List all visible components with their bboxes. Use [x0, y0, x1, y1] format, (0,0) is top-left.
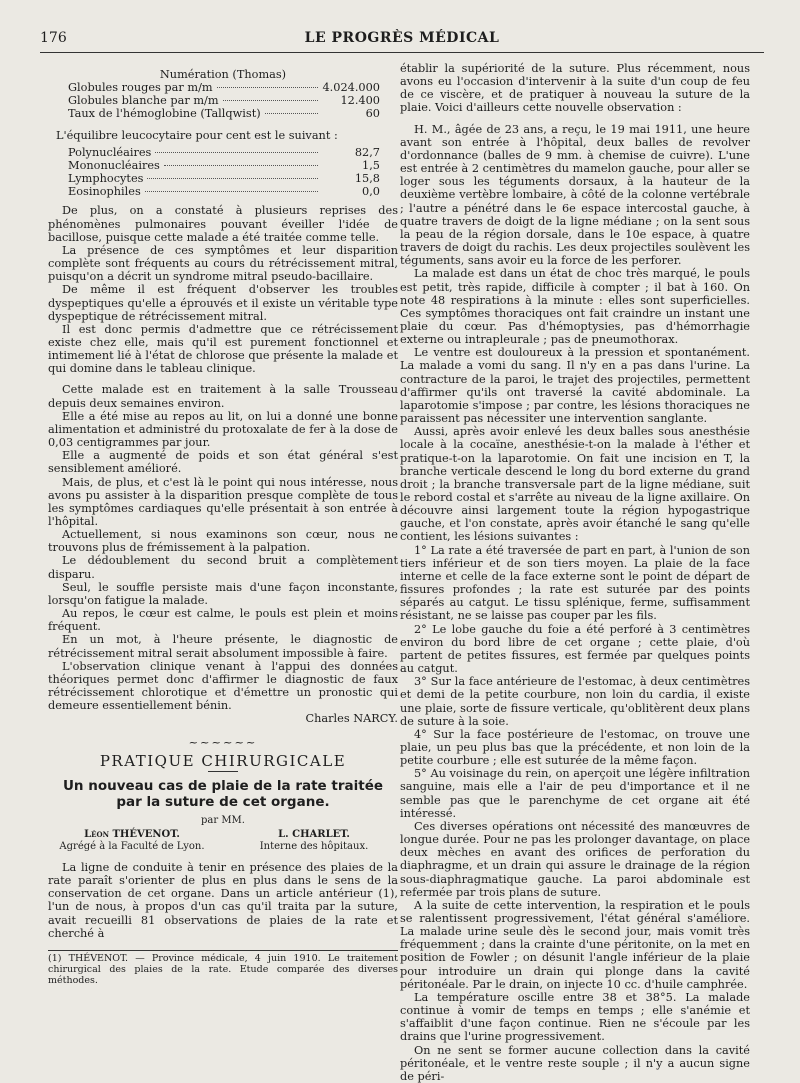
row-value: 15,8: [354, 172, 380, 186]
table-row: [48, 81, 398, 94]
paragraph: De plus, on a constaté à plusieurs reprises des phénomènes pulmonaires pouvant éveiller l'idée de bacillose, puisque cette malade a été traitée comme telle.: [48, 204, 398, 244]
paragraph: 4° Sur la face postérieure de l'estomac, on trouve une plaie, un peu plus bas que la précédente, et non loin de la petite courbure ; elle est suturée de la même façon.: [400, 727, 750, 768]
paragraph: Le dédoublement du second bruit a complètement disparu.: [48, 554, 398, 581]
paragraph: A la suite de cette intervention, la respiration et le pouls se ralentissent progressivement, l'état général s'améliore. La malade urine seule dès le second jour, mais vomit très fréquemment ; dans la crainte d'une péritonite, on la met en position de Fowler ; on désunit l'angle inférieur de la plaie pour introduire un drain qui plonge dans la cavité péritonéale. Par le drain, on injecte 10 cc. d'huile camphrée.: [400, 898, 750, 991]
paragraph: Seul, le souffle persiste mais d'une façon inconstante, lorsqu'on fatigue la malade.: [48, 580, 398, 607]
row-label: Taux de l'hémoglobine (Tallqwist): [68, 107, 261, 121]
row-value: 4.024.000: [322, 81, 380, 95]
row-value: 60: [365, 107, 380, 121]
article-title: Un nouveau cas de plaie de la rate traitée par la suture de cet organe.: [62, 777, 384, 810]
journal-title: LE PROGRÈS MÉDICAL: [304, 30, 500, 46]
numeration-table: [48, 81, 398, 120]
left-column: [48, 62, 398, 986]
paragraph: Le ventre est douloureux à la pression et spontanément. La malade a vomi du sang. Il n'y en a pas dans l'urine. La contracture de la paroi, le trajet des projectiles, permettent d'affirmer qu'ils ont traversé la cavité abdominale. La laparotomie s'impose ; par contre, les lésions thoraciques ne paraissent pas nécessiter une intervention sanglante.: [400, 346, 750, 426]
row-value: 1,5: [362, 158, 380, 172]
left-paragraphs-2: [48, 383, 398, 712]
author-1-name: Léon THÉVENOT.: [84, 828, 180, 840]
author-1: [48, 829, 216, 853]
paragraph: 5° Au voisinage du rein, on aperçoit une légère infiltration sanguine, mais elle a l'air de peu d'importance et il ne semble pas que le parenchyme de cet organe ait été intéressé.: [400, 767, 750, 820]
paragraph: Mais, de plus, et c'est là le point qui nous intéresse, nous avons pu assister à la disparition presque complète de tous les symptômes cardiaques qu'elle présentait à son entrée à l'hôpital.: [48, 475, 398, 528]
section-dash: [208, 771, 238, 772]
table-row: [48, 185, 398, 198]
row-value: 0,0: [362, 185, 380, 199]
right-column: [400, 62, 750, 1083]
page-number: 176: [40, 30, 67, 46]
paragraph: En un mot, à l'heure présente, le diagnostic de rétrécissement mitral serait absolument impossible à faire.: [48, 633, 398, 660]
table-row: [48, 159, 398, 172]
paragraph: L'observation clinique venant à l'appui des données théoriques permet donc d'affirmer le diagnostic de faux rétrécissement chlorotique et d'émettre un pronostic qui demeure essentiellement bénin.: [48, 659, 398, 713]
par-mm: par MM.: [201, 814, 245, 826]
table-row: [48, 172, 398, 185]
dot-leader: [265, 113, 318, 114]
paragraph: Aussi, après avoir enlevé les deux balles sous anesthésie locale à la cocaïne, anesthésie-t-on la malade à l'éther et pratique-t-on la laparotomie. On fait une incision en T, la branche verticale descend le long du bord externe du grand droit ; la branche transversale part de la ligne médiane, suit le rebord costal et s'arrête au niveau de la ligne axillaire. On découvre ainsi largement toute la région hypogastrique gauche, et l'on constate, après avoir étanché le sang qu'elle contient, les lésions suivantes :: [400, 425, 750, 544]
row-label: Lymphocytes: [68, 172, 144, 186]
ornament: ~~~~~~: [188, 735, 258, 749]
table-row: [48, 146, 398, 159]
paragraph: Elle a augmenté de poids et son état général s'est sensiblement amélioré.: [48, 449, 398, 476]
paragraph: La présence de ces symptômes et leur disparition complète sont fréquents au cours du rétrécissement mitral, puisqu'on a décrit un syndrome mitral pseudo-bacillaire.: [48, 243, 398, 284]
paragraph: H. M., âgée de 23 ans, a reçu, le 19 mai 1911, une heure avant son entrée à l'hôpital, deux balles de revolver d'ordonnance (balles de 9 mm. à chemise de cuivre). L'une est entrée à 2 centimètres du mamelon gauche, pour aller se loger sous les téguments dorsaux, à la hauteur de la deuxième vertèbre lombaire, à côté de la colonne vertébrale ; l'autre a pénétré dans le 6e espace intercostal gauche, à quatre travers de doigt de la ligne médiane ; on la sent sous la peau de la région dorsale, dans le 10e espace, à quatre travers de doigt du rachis. Les deux projectiles soulèvent les téguments, sans avoir eu la force de les perforer.: [400, 122, 750, 268]
author-1-title: Agrégé à la Faculté de Lyon.: [59, 840, 205, 852]
leuco-intro: L'équilibre leucocytaire pour cent est le suivant :: [56, 128, 338, 142]
article-intro: La ligne de conduite à tenir en présence des plaies de la rate paraît s'orienter de plus en plus dans le sens de la conservation de cet organe. Dans un article antérieur (1), l'un de nous, à propos d'un cas qu'il traita par la suture, avait recueilli 81 observations de plaies de la rate et cherché à: [48, 860, 398, 940]
footnote: (1) THÉVENOT. — Province médicale, 4 juin 1910. Le traitement chirurgical des plaies de la rate. Etude comparée des diverses méthodes.: [48, 950, 398, 986]
paragraph: Actuellement, si nous examinons son cœur, nous ne trouvons plus de frémissement à la palpation.: [48, 528, 398, 555]
signature: Charles NARCY.: [305, 712, 398, 726]
paragraph: Il est donc permis d'admettre que ce rétrécissement existe chez elle, mais qu'il est purement fonctionnel et intimement lié à l'état de chlorose que présente la malade et qui domine dans le tableau clinique.: [48, 322, 398, 376]
row-label: Mononucléaires: [68, 158, 160, 172]
paragraph: Au repos, le cœur est calme, le pouls est plein et moins fréquent.: [48, 607, 398, 634]
left-paragraphs: [48, 204, 398, 375]
dot-leader: [217, 87, 318, 88]
paragraph: Cette malade est en traitement à la salle Trousseau depuis deux semaines environ.: [48, 383, 398, 410]
paragraph: De même il est fréquent d'observer les troubles dyspeptiques qu'elle a éprouvés et il existe un véritable type dyspeptique de rétrécissement mitral.: [48, 283, 398, 323]
author-2-title: Interne des hôpitaux.: [259, 840, 369, 852]
dot-leader: [155, 152, 318, 153]
numeration-title: Numération (Thomas): [159, 68, 287, 81]
row-value: 82,7: [354, 145, 380, 159]
dot-leader: [145, 191, 318, 192]
author-2: [230, 829, 398, 853]
paragraph: 2° Le lobe gauche du foie a été perforé à 3 centimètres environ du bord libre de cet organe ; cette plaie, d'où partent de petites fissures, est fermée par quelques points au catgut.: [400, 622, 750, 676]
dot-leader: [147, 178, 318, 179]
dot-leader: [223, 100, 318, 101]
row-value: 12.400: [340, 94, 380, 108]
authors: [48, 829, 398, 853]
paragraph: La température oscille entre 38 et 38°5. La malade continue à vomir de temps en temps ; elle s'anémie et s'affaiblit d'une façon continue. Rien ne s'écoule par les drains que l'urine progressivement.: [400, 990, 750, 1044]
header-rule: [40, 52, 764, 53]
paragraph: Elle a été mise au repos au lit, on lui a donné une bonne alimentation et administré du protoxalate de fer à la dose de 0,03 centigrammes par jour.: [48, 409, 398, 450]
row-label: Eosinophiles: [68, 185, 141, 199]
paragraph: On ne sent se former aucune collection dans la cavité péritonéale, et le ventre reste souple ; il n'y a aucun signe de péri-: [400, 1043, 750, 1083]
row-label: Globules rouges par m/m: [68, 81, 213, 95]
paragraph: établir la supériorité de la suture. Plus récemment, nous avons eu l'occasion d'intervenir à la suite d'un coup de feu de ce viscère, et de pratiquer à nouveau la suture de la plaie. Voici d'ailleurs cette nouvelle observation :: [400, 62, 750, 115]
paragraph: La malade est dans un état de choc très marqué, le pouls est petit, très rapide, difficile à compter ; il bat à 160. On note 48 respirations à la minute : elles sont superficielles. Ces symptômes thoraciques ont fait craindre un instant une plaie du cœur. Pas d'hémoptysies, pas d'hémorrhagie externe ou intrapleurale ; pas de pneumothorax.: [400, 267, 750, 347]
section-title: PRATIQUE CHIRURGICALE: [99, 751, 347, 770]
paragraph: 1° La rate a été traversée de part en part, à l'union de son tiers inférieur et de son tiers moyen. La plaie de la face interne et celle de la face externe sont le point de départ de fissures profondes ; la rate est suturée par des points séparés au catgut. Le tissu splénique, ferme, suffisamment résistant, ne se laisse pas couper par les fils.: [400, 543, 750, 623]
paragraph: 3° Sur la face antérieure de l'estomac, à deux centimètres et demi de la petite courbure, non loin du cardia, il existe une plaie, sorte de fissure verticale, qu'oblitèrent deux plans de suture à la soie.: [400, 675, 750, 728]
page-header: [40, 30, 764, 52]
paragraph: Ces diverses opérations ont nécessité des manœuvres de longue durée. Pour ne pas les prolonger davantage, on place deux mèches en avant des orifices de perforation du diaphragme, et un drain qui assure le drainage de la région sous-diaphragmatique gauche. La paroi abdominale est refermée par trois plans de suture.: [400, 819, 750, 899]
row-label: Globules blanche par m/m: [68, 94, 219, 108]
author-2-name: L. CHARLET.: [278, 828, 350, 840]
leuco-table: [48, 146, 398, 199]
table-row: [48, 107, 398, 120]
dot-leader: [164, 165, 318, 166]
table-row: [48, 94, 398, 107]
row-label: Polynucléaires: [68, 145, 152, 159]
